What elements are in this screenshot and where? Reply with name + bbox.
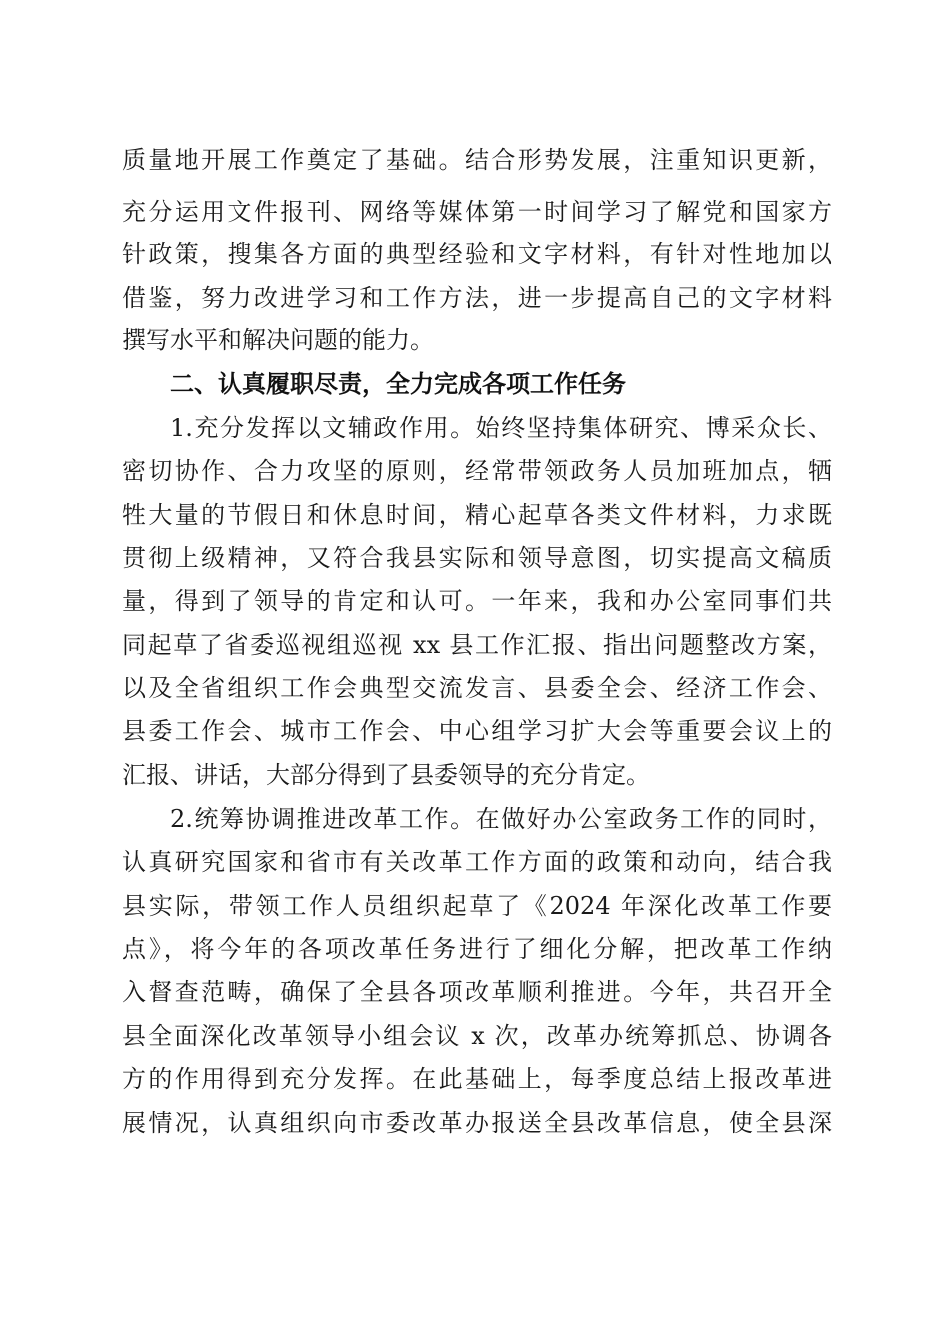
paragraph-3-line-4: 点》，将今年的各项改革任务进行了细化分解，把改革工作纳 [122,935,832,963]
paragraph-3-line-8: 展情况，认真组织向市委改革办报送全县改革信息，使全县深 [122,1109,832,1137]
paragraph-2-line-7: 以及全省组织工作会典型交流发言、县委全会、经济工作会、 [122,674,832,702]
paragraph-1-line-1: 质量地开展工作奠定了基础。结合形势发展，注重知识更新， [122,146,832,174]
paragraph-2-line-1: 1.充分发挥以文辅政作用。始终坚持集体研究、博采众长、 [170,414,832,442]
paragraph-1-line-4: 借鉴，努力改进学习和工作方法，进一步提高自己的文字材料 [122,284,832,312]
paragraph-2-line-4: 贯彻上级精神，又符合我县实际和领导意图，切实提高文稿质 [122,544,832,572]
paragraph-1-line-2: 充分运用文件报刊、网络等媒体第一时间学习了解党和国家方 [122,198,832,226]
paragraph-1-line-5: 撰写水平和解决问题的能力。 [122,326,434,354]
paragraph-2-line-8: 县委工作会、城市工作会、中心组学习扩大会等重要会议上的 [122,717,832,745]
paragraph-3-line-7: 方的作用得到充分发挥。在此基础上，每季度总结上报改革进 [122,1065,832,1093]
paragraph-3-line-6: 县全面深化改革领导小组会议 x 次，改革办统筹抓总、协调各 [122,1022,832,1050]
paragraph-3-line-1: 2.统筹协调推进改革工作。在做好办公室政务工作的同时， [170,805,832,833]
paragraph-2-line-9: 汇报、讲话，大部分得到了县委领导的充分肯定。 [122,761,650,789]
paragraph-3-line-3: 县实际，带领工作人员组织起草了《2024 年深化改革工作要 [122,892,832,920]
paragraph-2-line-5: 量，得到了领导的肯定和认可。一年来，我和办公室同事们共 [122,587,832,615]
paragraph-3-line-2: 认真研究国家和省市有关改革工作方面的政策和动向，结合我 [122,848,832,876]
paragraph-1-line-3: 针政策，搜集各方面的典型经验和文字材料，有针对性地加以 [122,240,832,268]
paragraph-3-line-5: 入督查范畴，确保了全县各项改革顺利推进。今年，共召开全 [122,978,832,1006]
paragraph-2-line-6: 同起草了省委巡视组巡视 xx 县工作汇报、指出问题整改方案， [122,631,832,659]
section-heading: 二、认真履职尽责，全力完成各项工作任务 [170,370,626,398]
paragraph-2-line-3: 牲大量的节假日和休息时间，精心起草各类文件材料，力求既 [122,501,832,529]
paragraph-2-line-2: 密切协作、合力攻坚的原则，经常带领政务人员加班加点，牺 [122,457,832,485]
